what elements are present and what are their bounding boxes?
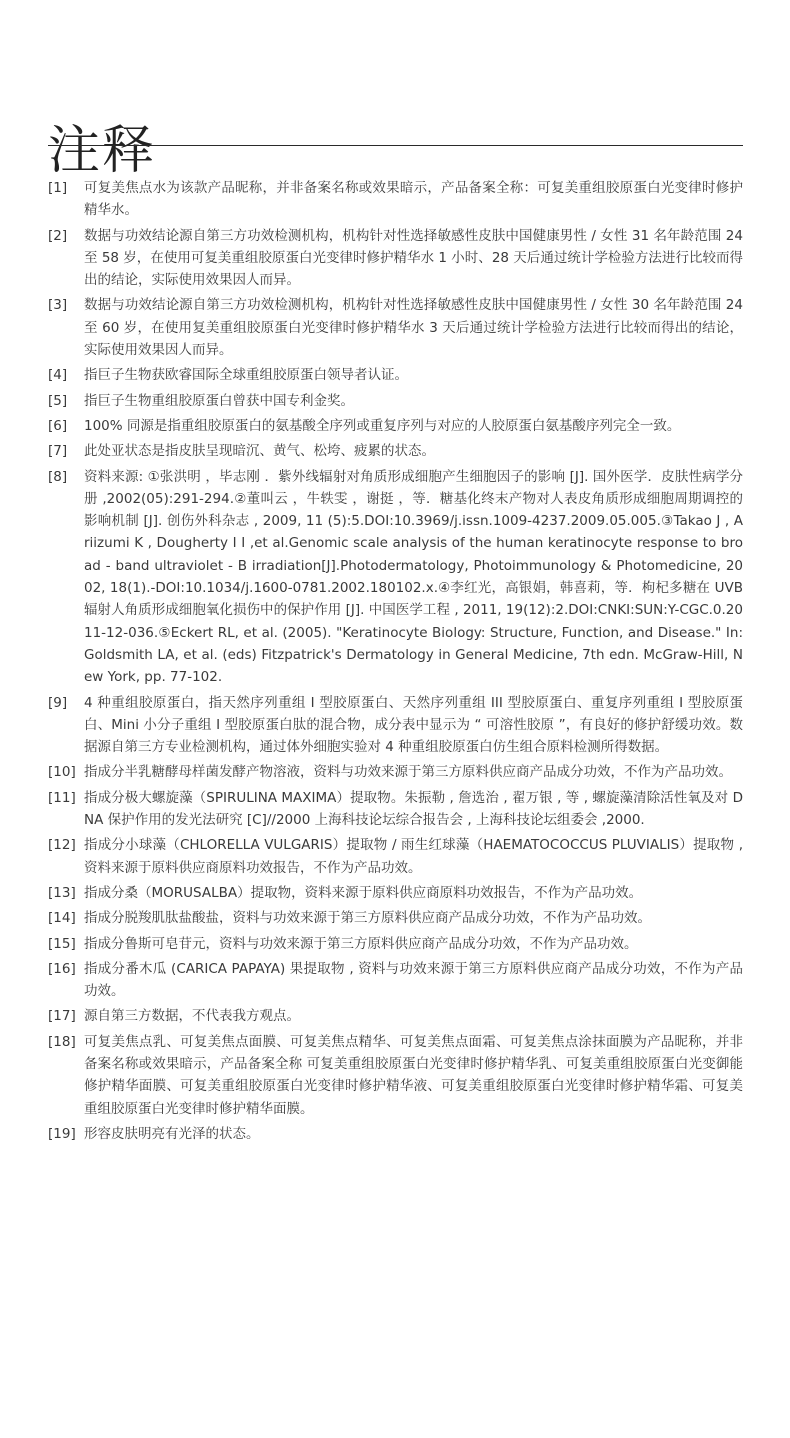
note-number: [12] bbox=[48, 837, 76, 854]
note-number: [2] bbox=[48, 227, 68, 244]
note-item-17 bbox=[48, 1005, 743, 1027]
note-number: [8] bbox=[48, 468, 68, 485]
note-number: [18] bbox=[48, 1033, 76, 1050]
note-number: [19] bbox=[48, 1125, 76, 1142]
note-text: 指巨子生物重组胶原蛋白曾获中国专利金奖。 bbox=[84, 392, 354, 409]
note-number: [6] bbox=[48, 417, 68, 434]
note-item-19 bbox=[48, 1123, 743, 1145]
note-text: 指成分番木瓜 (CARICA PAPAYA) 果提取物 , 资料与功效来源于第三方原料供应商产品成分功效，不作为产品功效。 bbox=[84, 960, 743, 1000]
note-number: [11] bbox=[48, 789, 76, 806]
note-text: 4 种重组胶原蛋白，指天然序列重组 I 型胶原蛋白、天然序列重组 III 型胶原蛋白、重复序列重组 I 型胶原蛋白、Mini 小分子重组 I 型胶原蛋白肽的混合物，成分表中显示为 “ 可溶性胶原 ”，有良好的修护舒缓功效。数据源自第三方专业检测机构，通过体外细胞实验对 4 种重组胶原蛋白仿生组合原料检测所得数据。 bbox=[84, 694, 743, 756]
note-item-11 bbox=[48, 787, 743, 832]
note-text: 指成分桑（MORUSALBA）提取物，资料来源于原料供应商原料功效报告，不作为产品功效。 bbox=[84, 884, 643, 901]
note-text: 此处亚状态是指皮肤呈现暗沉、黄气、松垮、疲累的状态。 bbox=[84, 443, 435, 460]
note-number: [13] bbox=[48, 884, 76, 901]
note-item-18 bbox=[48, 1031, 743, 1120]
note-number: [1] bbox=[48, 180, 68, 196]
note-text: 数据与功效结论源自第三方功效检测机构，机构针对性选择敏感性皮肤中国健康男性 / 女性 30 名年龄范围 24 至 60 岁，在使用复美重组胶原蛋白光变律时修护精华水 3 天后通过统计学检验方法进行比较而得出的结论，实际使用效果因人而异。 bbox=[84, 297, 743, 359]
note-text: 形容皮肤明亮有光泽的状态。 bbox=[84, 1125, 260, 1142]
note-text: 数据与功效结论源自第三方功效检测机构，机构针对性选择敏感性皮肤中国健康男性 / 女性 31 名年龄范围 24 至 58 岁，在使用可复美重组胶原蛋白光变律时修护精华水 1 小时、28 天后通过统计学检验方法进行比较而得出的结论，实际使用效果因人而异。 bbox=[84, 227, 743, 289]
note-item-3 bbox=[48, 294, 743, 361]
note-text: 指成分半乳糖酵母样菌发酵产物溶液，资料与功效来源于第三方原料供应商产品成分功效，不作为产品功效。 bbox=[84, 764, 732, 781]
note-text: 可复美焦点乳、可复美焦点面膜、可复美焦点精华、可复美焦点面霜、可复美焦点涂抹面膜为产品昵称，并非备案名称或效果暗示，产品备案全称 可复美重组胶原蛋白光变律时修护精华乳、可复美重组胶原蛋白光变御能修护精华面膜、可复美重组胶原蛋白光变律时修护精华液、可复美重组胶原蛋白光变律时修护精华霜、可复美重组胶原蛋白光变律时修护精华面膜。 bbox=[84, 1033, 743, 1117]
note-item-10 bbox=[48, 761, 743, 783]
notes-list bbox=[48, 177, 743, 1148]
note-item-6 bbox=[48, 415, 743, 437]
note-item-2 bbox=[48, 225, 743, 292]
title-divider bbox=[48, 145, 743, 146]
note-number: [4] bbox=[48, 367, 68, 384]
note-text: 可复美焦点水为该款产品昵称，并非备案名称或效果暗示，产品备案全称：可复美重组胶原蛋白光变律时修护精华水。 bbox=[84, 180, 743, 219]
note-number: [3] bbox=[48, 297, 68, 314]
note-number: [17] bbox=[48, 1008, 76, 1025]
note-number: [5] bbox=[48, 392, 68, 409]
note-item-13 bbox=[48, 882, 743, 904]
note-item-4 bbox=[48, 364, 743, 386]
note-item-15 bbox=[48, 933, 743, 955]
note-number: [16] bbox=[48, 960, 76, 977]
note-number: [14] bbox=[48, 910, 76, 927]
note-item-14 bbox=[48, 907, 743, 929]
note-item-12 bbox=[48, 834, 743, 879]
note-item-16 bbox=[48, 958, 743, 1003]
note-text: 100% 同源是指重组胶原蛋白的氨基酸全序列或重复序列与对应的人胶原蛋白氨基酸序列完全一致。 bbox=[84, 417, 681, 434]
note-number: [9] bbox=[48, 694, 68, 711]
page-title: 注释 bbox=[48, 120, 157, 181]
note-text: 指成分小球藻（CHLORELLA VULGARIS）提取物 / 雨生红球藻（HAEMATOCOCCUS PLUVIALIS）提取物 , 资料来源于原料供应商原料功效报告，不作为产品功效。 bbox=[84, 837, 743, 876]
note-text: 资料来源: ①张洪明 ，毕志刚 ．紫外线辐射对角质形成细胞产生细胞因子的影响 [J]. 国外医学．皮肤性病学分册 ,2002(05):291-294.②董叫云 ，牛轶雯 ，谢挺 ，等．糖基化终末产物对人表皮角质形成细胞周期调控的影响机制 [J]. 创伤外科杂志 , 2009, 11 (5):5.DOI:10.3969/j.issn.1009-4237.2009.05.005.③Takao J , Ariizumi K , Dougherty I I ,et al.Genomic scale analysis of the human keratinocyte response to broad - band ultraviolet - B irradiation[J].Photodermatology, Photoimmunology & Photomedicine, 2002, 18(1).-DOI:10.1034/j.1600-0781.2002.180102.x.④李红光，高银娟，韩喜莉，等．枸杞多糖在 UVB 辐射人角质形成细胞氧化损伤中的保护作用 [J]. 中国医学工程 , 2011, 19(12):2.DOI:CNKI:SUN:Y-CGC.0.2011-12-036.⑤Eckert RL, et al. (2005). "Keratinocyte Biology: Structure, Function, and Disease." In: Goldsmith LA, et al. (eds) Fitzpatrick's Dermatology in General Medicine, 7th edn. McGraw-Hill, New York, pp. 77-102. bbox=[84, 468, 743, 686]
note-number: [15] bbox=[48, 935, 76, 952]
note-text: 源自第三方数据，不代表我方观点。 bbox=[84, 1008, 300, 1025]
note-text: 指成分脱羧肌肽盐酸盐，资料与功效来源于第三方原料供应商产品成分功效，不作为产品功效。 bbox=[84, 910, 651, 927]
note-text: 指成分鲁斯可皂苷元，资料与功效来源于第三方原料供应商产品成分功效，不作为产品功效。 bbox=[84, 935, 638, 952]
note-number: [10] bbox=[48, 764, 76, 781]
note-item-8 bbox=[48, 466, 743, 689]
note-text: 指成分极大螺旋藻（SPIRULINA MAXIMA）提取物。朱振勒 , 詹选治 , 翟万银 , 等 , 螺旋藻清除活性氧及对 DNA 保护作用的发光法研究 [C]//2000 上海科技论坛综合报告会 , 上海科技论坛组委会 ,2000. bbox=[84, 789, 743, 829]
note-item-5 bbox=[48, 390, 743, 412]
note-item-1 bbox=[48, 177, 743, 222]
note-number: [7] bbox=[48, 443, 68, 460]
note-item-9 bbox=[48, 692, 743, 759]
note-item-7 bbox=[48, 440, 743, 462]
note-text: 指巨子生物获欧睿国际全球重组胶原蛋白领导者认证。 bbox=[84, 367, 408, 384]
